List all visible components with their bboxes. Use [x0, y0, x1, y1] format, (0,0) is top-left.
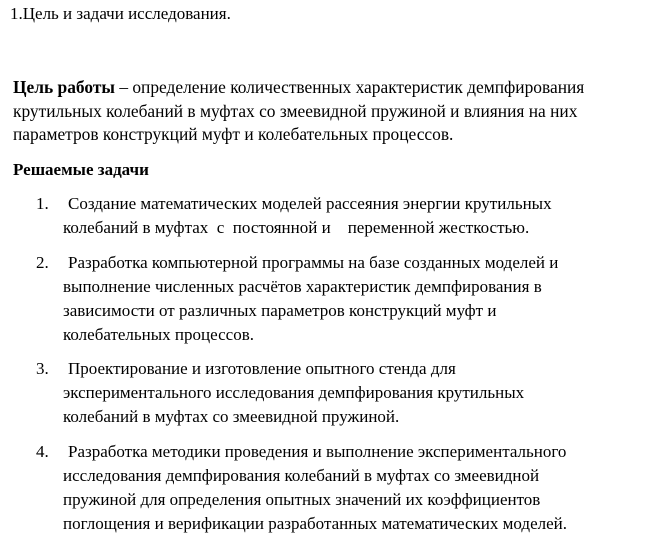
task-number-3: 3. — [36, 359, 49, 378]
task-4-line-4: поглощения и верификации разработанных математических моделей. — [63, 514, 567, 533]
task-number-2: 2. — [36, 253, 49, 272]
goal-label: Цель работы — [13, 77, 115, 97]
goal-line-3: параметров конструкций муфт и колебательных процессов. — [13, 124, 454, 144]
task-text-4 — [63, 440, 663, 536]
task-3-line-1: Проектирование и изготовление опытного стенда для — [68, 359, 456, 378]
task-4-line-3: пружиной для определения опытных значений их коэффициентов — [63, 490, 541, 509]
task-3-line-2: экспериментального исследования демпфирования крутильных — [63, 383, 525, 402]
task-text-3 — [63, 357, 663, 429]
task-number-1: 1. — [36, 194, 49, 213]
task-2-line-2: выполнение численных расчётов характеристик демпфирования в — [63, 277, 542, 296]
goal-text-1: – определение количественных характеристик демпфирования — [114, 77, 585, 97]
task-4-line-2: исследования демпфирования колебаний в муфтах со змеевидной — [63, 466, 540, 485]
task-1-line-1: Создание математических моделей рассеяния энергии крутильных — [68, 194, 552, 213]
task-2-line-3: зависимости от различных параметров конструкций муфт и — [63, 301, 497, 320]
goal-line-1 — [13, 76, 653, 100]
task-4-line-1: Разработка методики проведения и выполнение экспериментального — [68, 442, 567, 461]
goal-paragraph — [13, 76, 653, 147]
task-3-line-3: колебаний в муфтах со змеевидной пружиной. — [63, 407, 400, 426]
task-number-4: 4. — [36, 442, 49, 461]
task-text-2 — [63, 251, 663, 347]
task-2-line-4: колебательных процессов. — [63, 325, 254, 344]
task-text-1 — [63, 192, 663, 240]
section-heading: 1.Цель и задачи исследования. — [10, 4, 231, 23]
task-2-line-1: Разработка компьютерной программы на базе созданных моделей и — [68, 253, 559, 272]
goal-line-2: крутильных колебаний в муфтах со змеевидной пружиной и влияния на них — [13, 100, 578, 121]
task-1-line-2: колебаний в муфтах с постоянной и переменной жесткостью. — [63, 218, 530, 237]
tasks-title: Решаемые задачи — [13, 160, 149, 179]
